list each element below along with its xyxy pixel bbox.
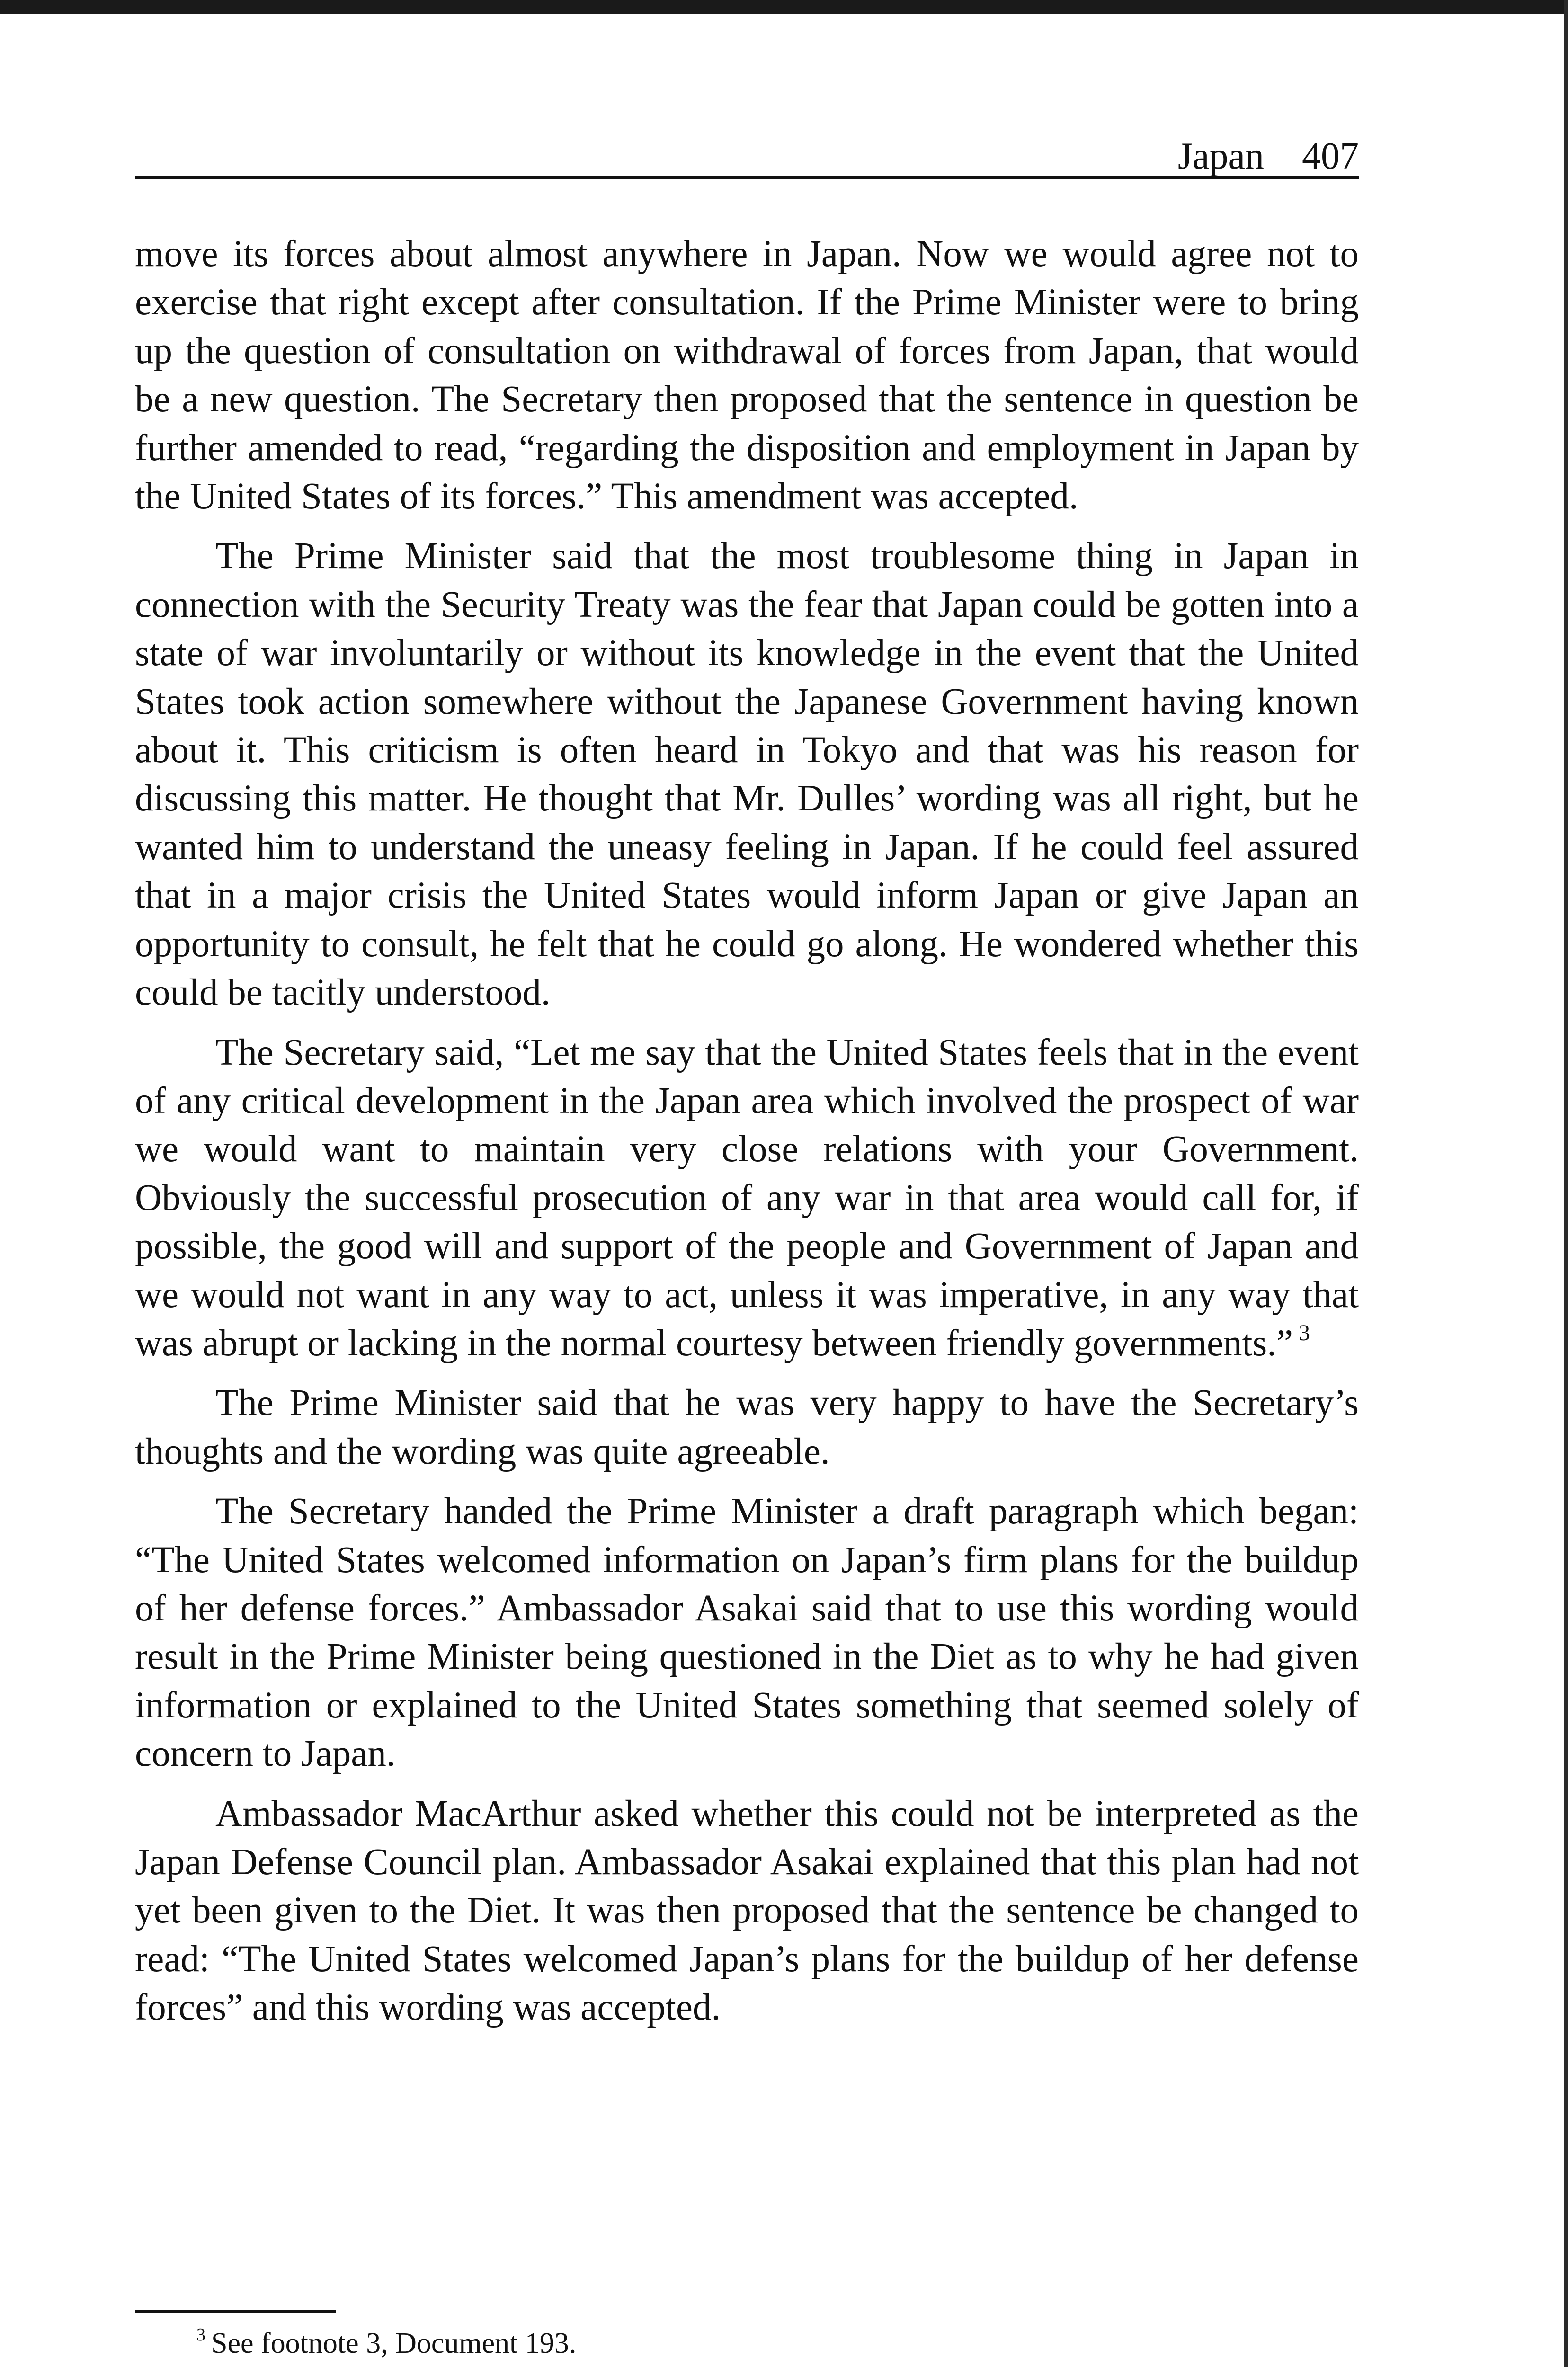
page-top-edge — [0, 0, 1568, 14]
page-number: 407 — [1302, 135, 1359, 177]
running-head-title: Japan — [1177, 135, 1264, 177]
paragraph-macarthur-question: Ambassador MacArthur asked whether this could not be interpreted as the Japan Defense Council plan. Ambassador Asakai explained that this plan had not yet been given to the Diet. It was then proposed that the sentence be changed to read: “The United States welcomed Japan’s plans for the buildup of her defense forces” and this wording was accepted. — [135, 1793, 1359, 2029]
paragraph-prime-minister-concern: The Prime Minister said that the most troublesome thing in Japan in connection with the Security Treaty was the fear that Japan could be gotten into a state of war involuntarily or without its knowledge in the event that the United States took action somewhere without the Japanese Government having known about it. This criticism is often heard in Tokyo and that was his reason for discussing this matter. He thought that Mr. Dulles’ wording was all right, but he wanted him to understand the uneasy feeling in Japan. If he could feel assured that in a major crisis the United States would inform Japan or give Japan an opportunity to consult, he felt that he could go along. He wondered whether this could be tacitly understood. — [135, 535, 1359, 1014]
secretary-statement-text: The Secretary said, “Let me say that the United States feels that in the event of any critical development in the Japan area which involved the prospect of war we would want to maintain very close relations with your Government. Obviously the successful prosecution of any war in that area would call for, if possible, the good will and support of the people and Government of Japan and we would not want in any way to act, unless it was imperative, in any way that was abrupt or lacking in the normal courtesy between friendly governments.” — [135, 1032, 1359, 1364]
footnote — [196, 2324, 576, 2362]
body-text — [135, 230, 1359, 2044]
running-head — [135, 133, 1359, 179]
footnote-reference: 3 — [1299, 1320, 1310, 1345]
paragraph-continued: move its forces about almost anywhere in Japan. Now we would agree not to exercise that right except after consultation. If the Prime Minister were to bring up the question of consultation on withdrawal of forces from Japan, that would be a new question. The Secretary then proposed that the sentence in question be further amended to read, “regarding the disposition and employment in Japan by the United States of its forces.” This amendment was accepted. — [135, 233, 1359, 517]
footnote-number: 3 — [196, 2325, 205, 2345]
paragraph-prime-minister-reply: The Prime Minister said that he was very happy to have the Secretary’s thoughts and the wording was quite agreeable. — [135, 1382, 1359, 1472]
paragraph-draft-paragraph: The Secretary handed the Prime Minister a draft paragraph which began: “The United States welcomed information on Japan’s firm plans for the buildup of her defense forces.” Ambassador Asakai said that to use this wording would result in the Prime Minister being questioned in the Diet as to why he had given information or explained to the United States something that seemed solely of concern to Japan. — [135, 1491, 1359, 1775]
footnote-rule — [135, 2310, 336, 2313]
page-right-edge — [1564, 0, 1568, 2367]
footnote-text: See footnote 3, Document 193. — [211, 2327, 577, 2359]
paragraph-secretary-statement — [135, 1029, 1359, 1368]
